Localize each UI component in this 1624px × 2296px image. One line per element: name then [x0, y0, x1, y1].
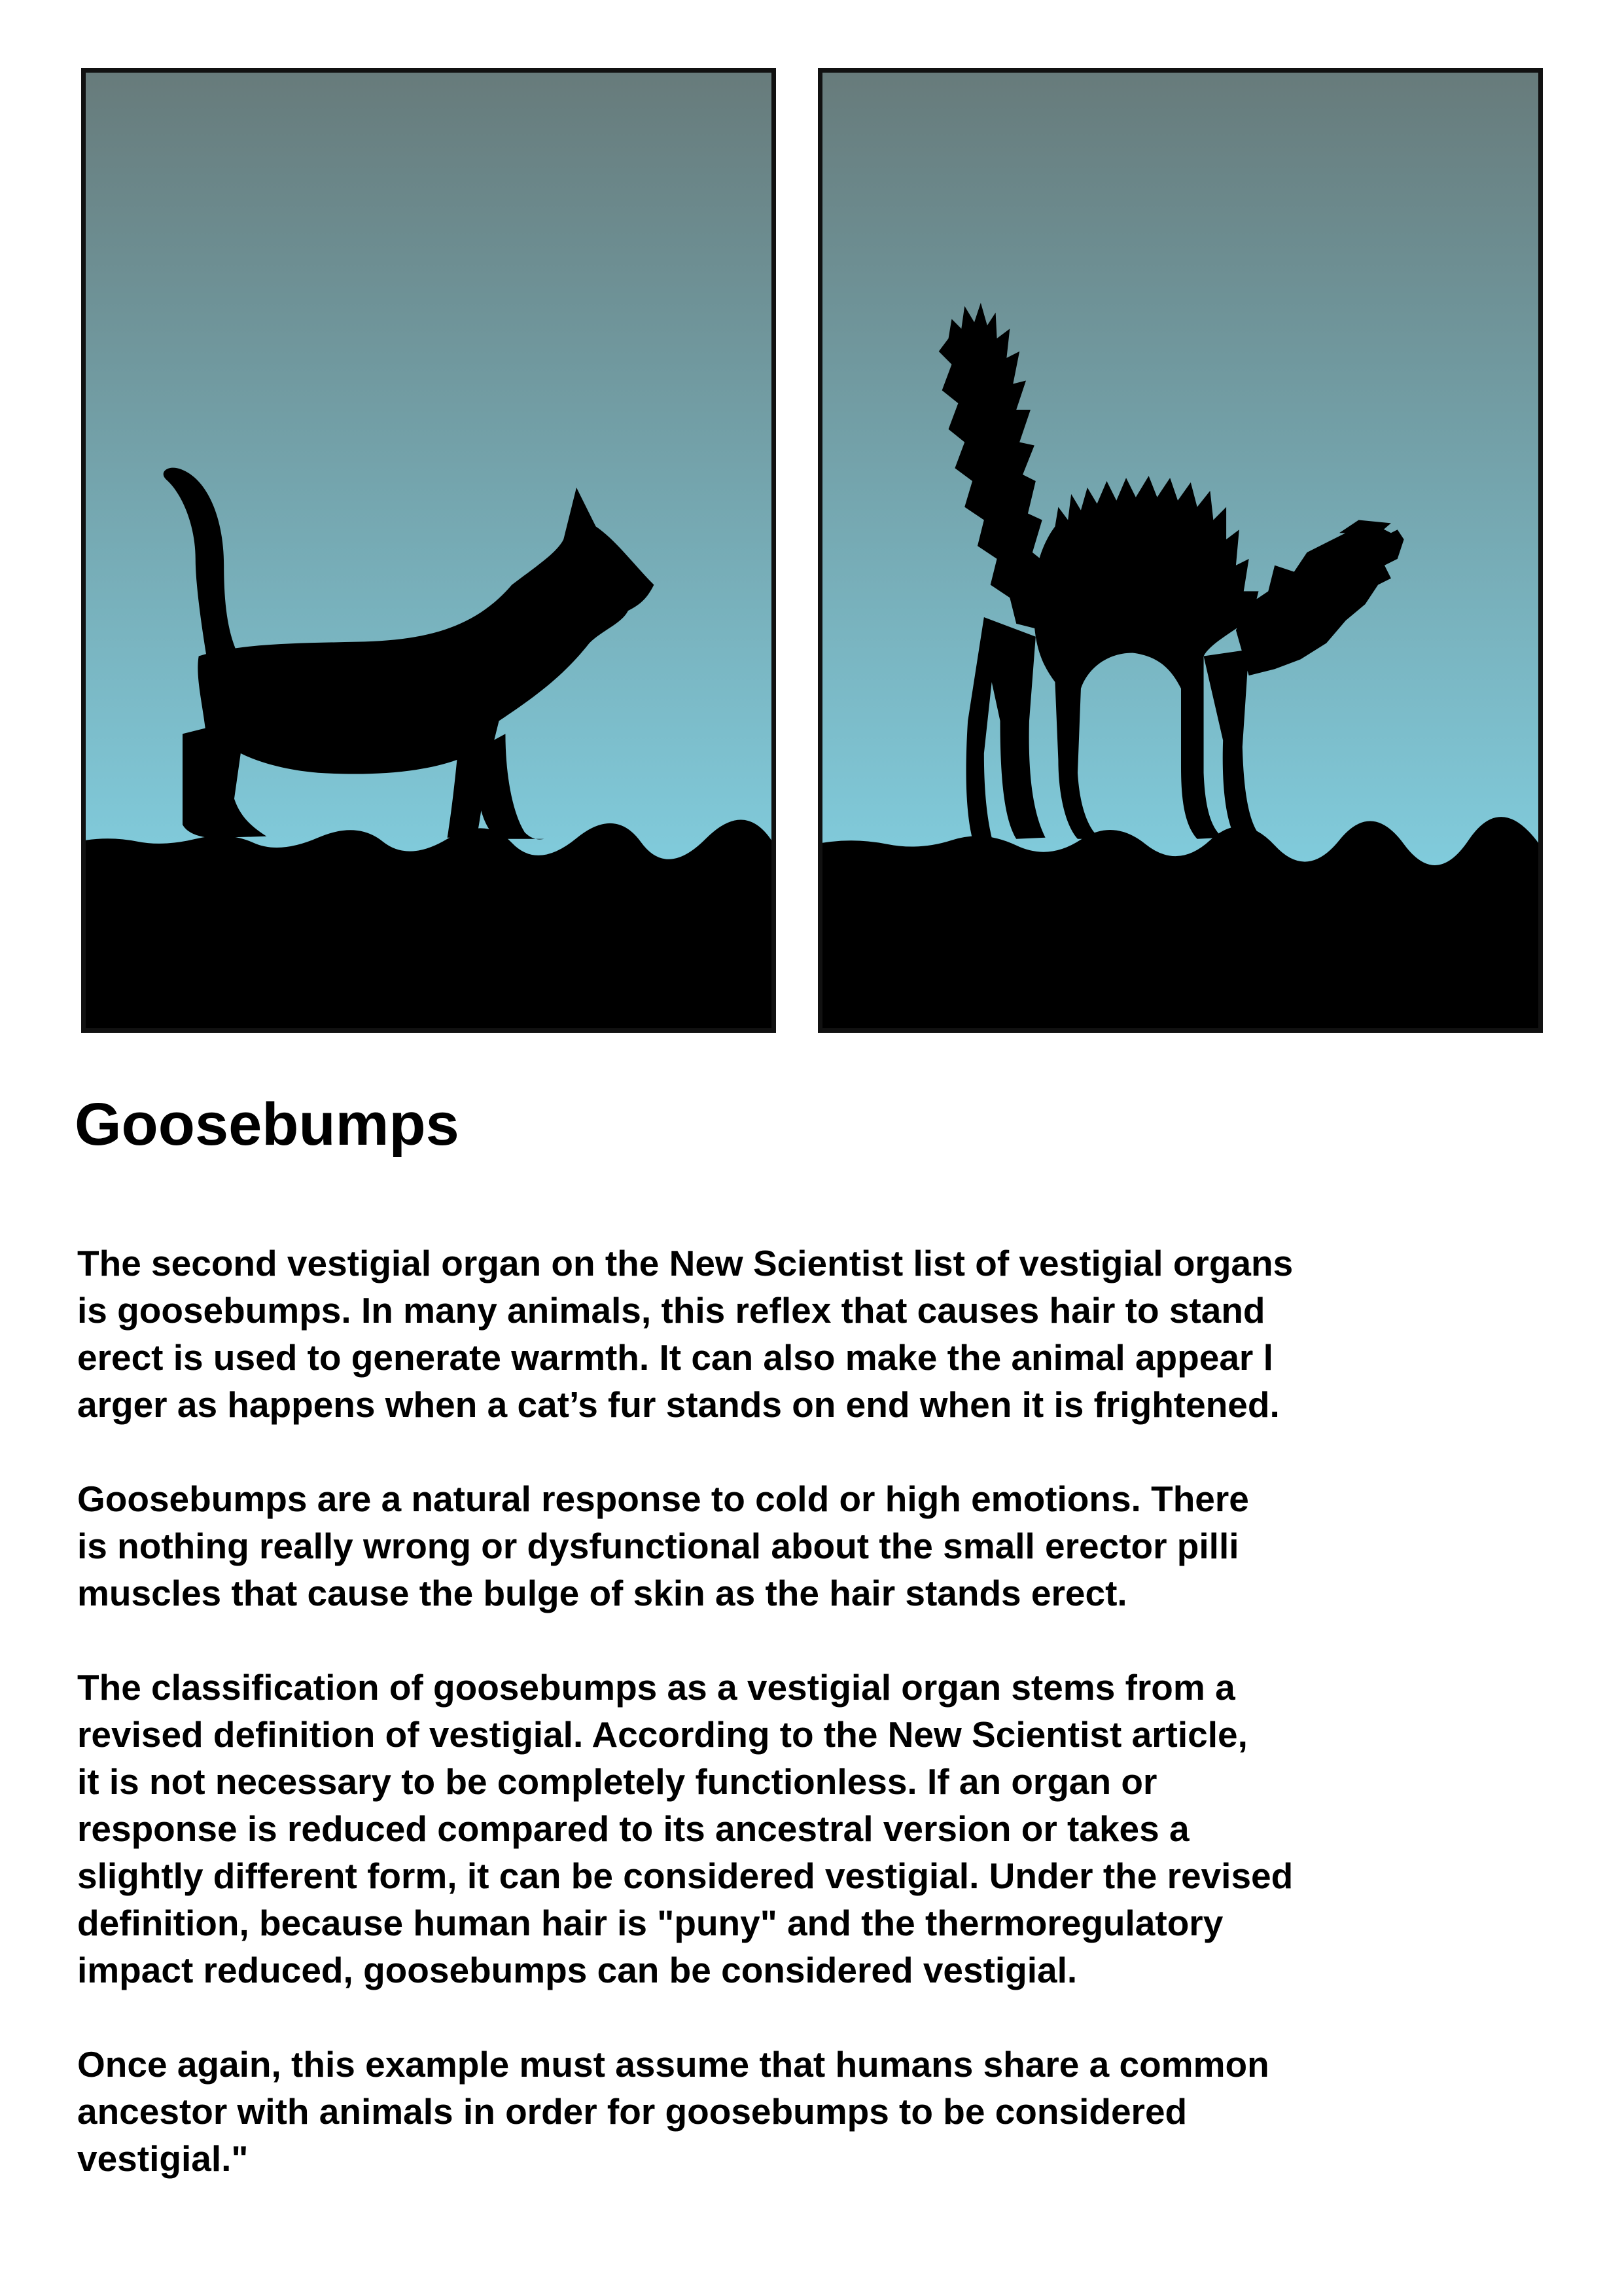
- paragraph-3: The classification of goosebumps as a vestigial organ stems from a revised definition of vestigial. According to the New Scientist article, it is not necessary to be completely functionless. If an organ or response is reduced compared to its ancestral version or takes a slightly different form, it can be considered vestigial. Under the revised definition, because human hair is "puny" and the thermoregulatory impact reduced, goosebumps can be considered vestigial.: [77, 1667, 1294, 1990]
- paragraph-1: The second vestigial organ on the New Scientist list of vestigial organs is goosebumps. In many animals, this reflex that causes hair to stand erect is used to generate warmth. It can also make the animal appear l arger as happens when a cat’s fur stands on end when it is frightened.: [77, 1243, 1294, 1425]
- paragraph-2: Goosebumps are a natural response to cold or high emotions. There is nothing really wrong or dysfunctional about the small erector pilli muscles that cause the bulge of skin as the hair stands erect.: [77, 1479, 1249, 1613]
- calm-cat-illustration: [86, 73, 771, 1028]
- frightened-cat-panel: [818, 68, 1543, 1033]
- article-body: [77, 1240, 1569, 2229]
- page-title: Goosebumps: [75, 1091, 459, 1158]
- paragraph-4: Once again, this example must assume that humans share a common ancestor with animals in order for goosebumps to be considered vestigial.": [77, 2044, 1269, 2179]
- frightened-cat-illustration: [822, 73, 1538, 1028]
- calm-cat-panel: [81, 68, 776, 1033]
